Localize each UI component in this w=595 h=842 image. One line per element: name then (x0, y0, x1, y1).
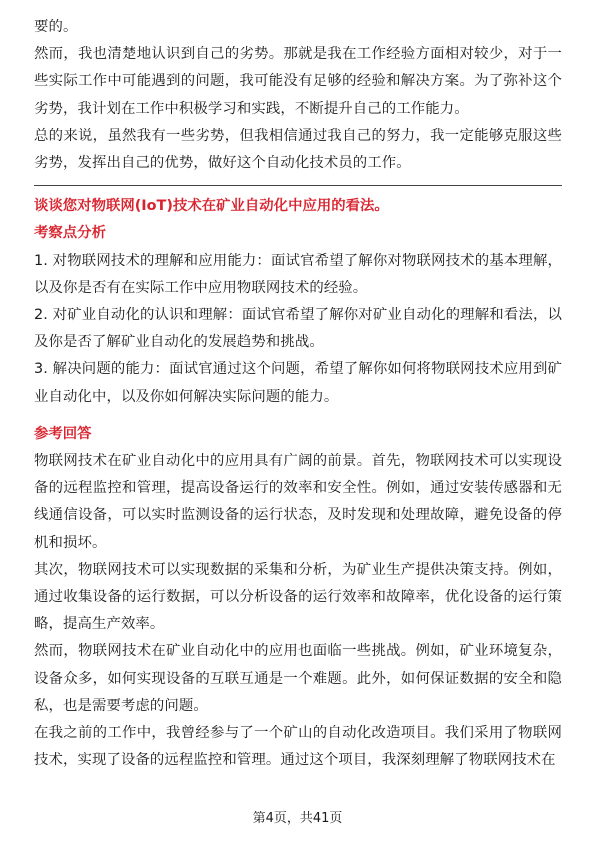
answer-paragraph-2: 其次，物联网技术可以实现数据的采集和分析，为矿业生产提供决策支持。例如，通过收集设备的运行数据，可以分析设备的运行效率和故障率，优化设备的运行策略，提高生产效率。 (34, 561, 562, 633)
question-title: 谈谈您对物联网(IoT)技术在矿业自动化中应用的看法。 (34, 198, 389, 215)
intro-paragraph-1: 然而，我也清楚地认识到自己的劣势。那就是我在工作经验方面相对较少，对于一些实际工作中可能遇到的问题，我可能没有足够的经验和解决方案。为了弥补这个劣势，我计划在工作中积极学习和实践，不断提升自己的工作能力。 (34, 46, 562, 117)
answer-paragraph-1: 物联网技术在矿业自动化中的应用具有广阔的前景。首先，物联网技术可以实现设备的远程监控和管理，提高设备运行的效率和安全性。例如，通过安装传感器和无线通信设备，可以实时监测设备的运行状态，及时发现和处理故障，避免设备的停机和损坏。 (34, 453, 562, 551)
analysis-item-1: 1. 对物联网技术的理解和应用能力：面试官希望了解你对物联网技术的基本理解，以及你是否有在实际工作中应用物联网技术的经验。 (34, 252, 562, 296)
intro-paragraph-2: 总的来说，虽然我有一些劣势，但我相信通过我自己的努力，我一定能够克服这些劣势，发挥出自己的优势，做好这个自动化技术员的工作。 (34, 127, 562, 172)
analysis-item-3: 3. 解决问题的能力：面试官通过这个问题，希望了解你如何将物联网技术应用到矿业自动化中，以及你如何解决实际问题的能力。 (34, 361, 562, 405)
document-page (34, 14, 562, 774)
analysis-item-2: 2. 对矿业自动化的认识和理解：面试官希望了解你对矿业自动化的理解和看法，以及你是否了解矿业自动化的发展趋势和挑战。 (34, 307, 562, 351)
answer-heading: 参考回答 (34, 425, 92, 442)
intro-paragraph-0: 要的。 (34, 19, 78, 35)
answer-paragraph-3: 然而，物联网技术在矿业自动化中的应用也面临一些挑战。例如，矿业环境复杂，设备众多，如何实现设备的互联互通是一个难题。此外，如何保证数据的安全和隐私，也是需要考虑的问题。 (34, 643, 562, 714)
page-number-footer: 第4页，共41页 (252, 811, 343, 826)
answer-paragraph-4: 在我之前的工作中，我曾经参与了一个矿山的自动化改造项目。我们采用了物联网技术，实现了设备的远程监控和管理。通过这个项目，我深刻理解了物联网技术在 (34, 725, 562, 769)
analysis-heading: 考察点分析 (34, 225, 106, 242)
section-divider (34, 185, 562, 186)
